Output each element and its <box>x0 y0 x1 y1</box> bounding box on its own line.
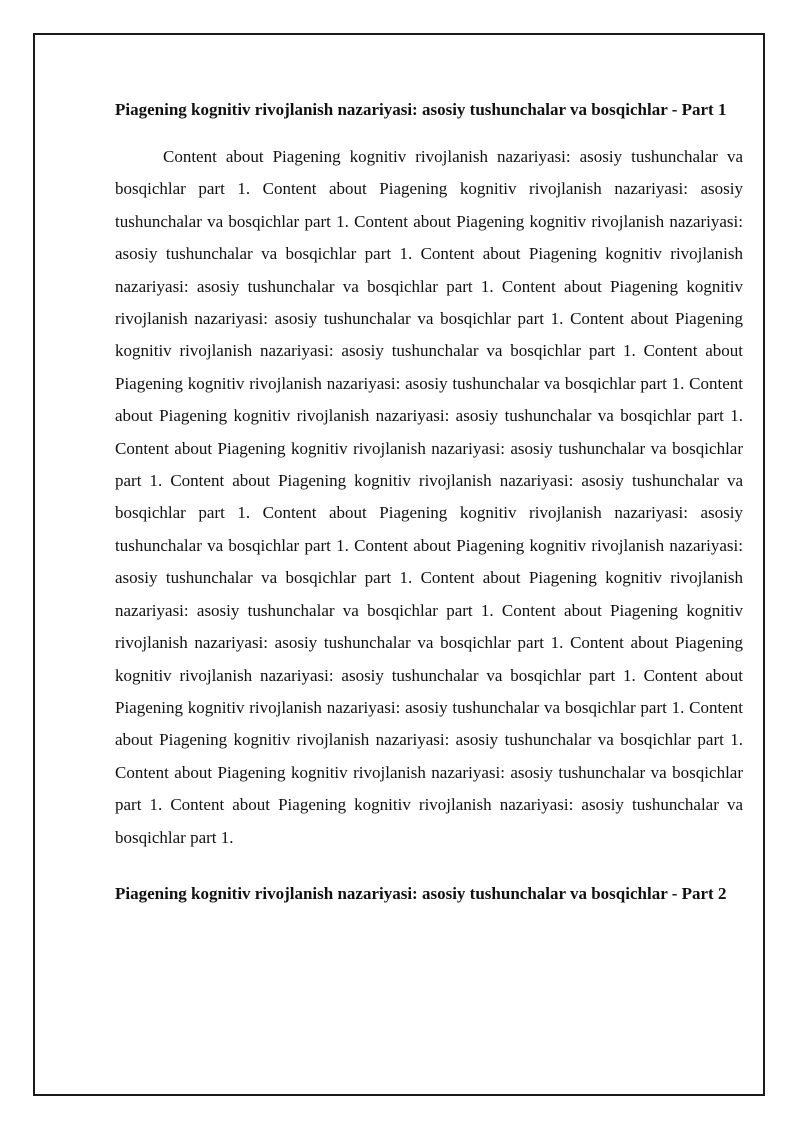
section-body-part-1: Content about Piagening kognitiv rivojlanish nazariyasi: asosiy tushunchalar va bosqichlar part 1. Content about Piagening kognitiv rivojlanish nazariyasi: asosiy tushunchalar va bosqichlar part 1. Content about Piagening kognitiv rivojlanish nazariyasi: asosiy tushunchalar va bosqichlar part 1. Content about Piagening kognitiv rivojlanish nazariyasi: asosiy tushunchalar va bosqichlar part 1. Content about Piagening kognitiv rivojlanish nazariyasi: asosiy tushunchalar va bosqichlar part 1. Content about Piagening kognitiv rivojlanish nazariyasi: asosiy tushunchalar va bosqichlar part 1. Content about Piagening kognitiv rivojlanish nazariyasi: asosiy tushunchalar va bosqichlar part 1. Content about Piagening kognitiv rivojlanish nazariyasi: asosiy tushunchalar va bosqichlar part 1. Content about Piagening kognitiv rivojlanish nazariyasi: asosiy tushunchalar va bosqichlar part 1. Content about Piagening kognitiv rivojlanish nazariyasi: asosiy tushunchalar va bosqichlar part 1. Content about Piagening kognitiv rivojlanish nazariyasi: asosiy tushunchalar va bosqichlar part 1. Content about Piagening kognitiv rivojlanish nazariyasi: asosiy tushunchalar va bosqichlar part 1. Content about Piagening kognitiv rivojlanish nazariyasi: asosiy tushunchalar va bosqichlar part 1. Content about Piagening kognitiv rivojlanish nazariyasi: asosiy tushunchalar va bosqichlar part 1. Content about Piagening kognitiv rivojlanish nazariyasi: asosiy tushunchalar va bosqichlar part 1. Content about Piagening kognitiv rivojlanish nazariyasi: asosiy tushunchalar va bosqichlar part 1. Content about Piagening kognitiv rivojlanish nazariyasi: asosiy tushunchalar va bosqichlar part 1. Content about Piagening kognitiv rivojlanish nazariyasi: asosiy tushunchalar va bosqichlar part 1. Content about Piagening kognitiv rivojlanish nazariyasi: asosiy tushunchalar va bosqichlar part 1. <box>115 147 743 847</box>
document-content <box>115 97 743 906</box>
section-heading-part-1: Piagening kognitiv rivojlanish nazariyasi: asosiy tushunchalar va bosqichlar - Part 1 <box>115 100 727 119</box>
section-heading-part-2: Piagening kognitiv rivojlanish nazariyasi: asosiy tushunchalar va bosqichlar - Part 2 <box>115 883 727 903</box>
